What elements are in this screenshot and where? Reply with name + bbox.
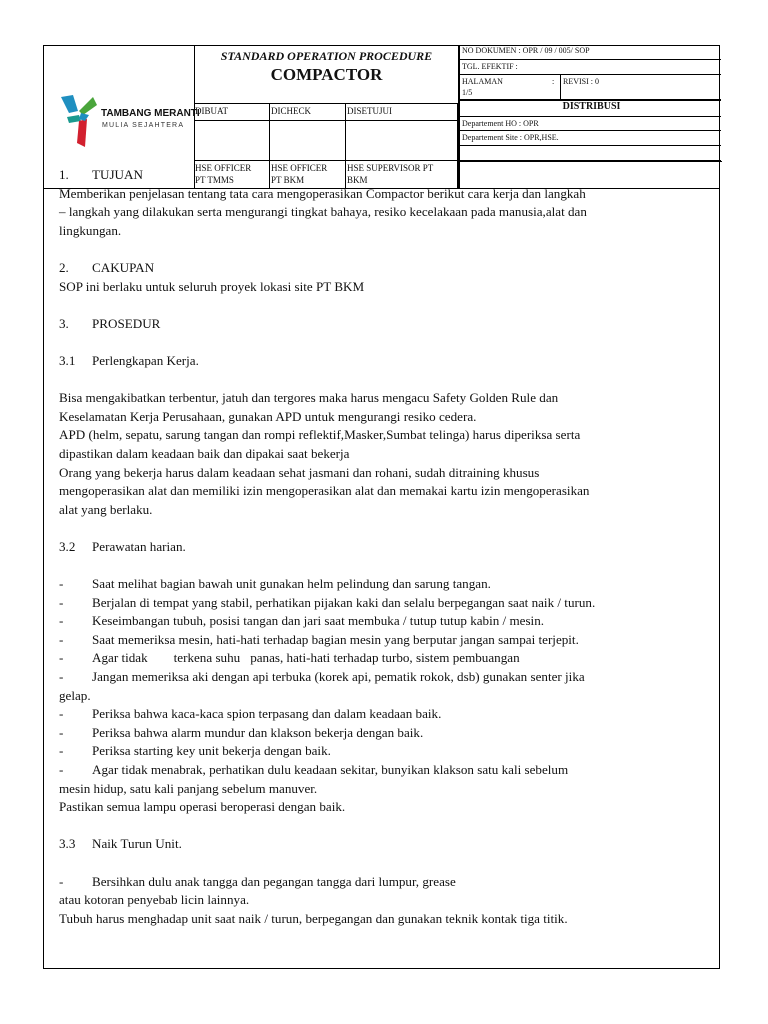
list-item-text: Bersihkan dulu anak tangga dan pegangan tangga dari lumpur, grease xyxy=(92,873,456,889)
list-item-text: Periksa bahwa alarm mundur dan klakson bekerja dengan baik. xyxy=(92,724,424,740)
revisi: REVISI : 0 xyxy=(560,75,599,101)
section-title: PROSEDUR xyxy=(92,315,161,331)
bullet-dash: - xyxy=(59,762,64,777)
section-heading xyxy=(59,259,674,278)
list-item xyxy=(59,724,674,743)
bullet-dash: - xyxy=(59,631,64,647)
sig-role-line: PT BKM xyxy=(271,175,305,185)
document-body xyxy=(59,166,674,928)
sig-space-dicheck xyxy=(270,121,346,161)
list-item-continuation: gelap. xyxy=(59,687,91,703)
list-item-text: Agar tidak menabrak, perhatikan dulu keadaan sekitar, bunyikan klakson satu kali sebelum xyxy=(92,762,569,777)
section-number: 3. xyxy=(59,315,69,331)
sig-label-disetujui: DISETUJUI xyxy=(346,104,458,121)
list-item-text: Saat melihat bagian bawah unit gunakan helm pelindung dan sarung tangan. xyxy=(92,576,491,592)
paragraph-line: dipastikan dalam keadaan baik dan dipakai saat bekerja xyxy=(59,445,350,461)
list-item xyxy=(59,594,674,613)
list-item-text: Periksa starting key unit bekerja dengan baik. xyxy=(92,743,331,759)
halaman-label: HALAMAN xyxy=(462,77,503,86)
subsection-number: 3.1 xyxy=(59,352,76,368)
company-logo-icon xyxy=(59,91,99,151)
tgl-efektif: TGL. EFEKTIF : xyxy=(460,60,721,75)
bullet-dash: - xyxy=(59,706,64,722)
subsection-number: 3.3 xyxy=(59,836,76,852)
subsection-heading xyxy=(59,835,674,854)
dept-site: Departement Site : OPR,HSE. xyxy=(460,131,721,146)
halaman-colon: : xyxy=(552,77,555,86)
signature-space-row xyxy=(194,120,458,161)
company-name: TAMBANG MERANTI xyxy=(101,108,200,119)
list-item-text: Periksa bahwa kaca-kaca spion terpasang dan dalam keadaan baik. xyxy=(92,706,442,722)
company-tagline: MULIA SEJAHTERA xyxy=(102,122,185,129)
list-item xyxy=(59,575,674,594)
no-dokumen: NO DOKUMEN : OPR / 09 / 005/ SOP xyxy=(460,46,721,60)
paragraph-line: Keselamatan Kerja Perusahaan, gunakan APD untuk mengurangi resiko cedera. xyxy=(59,408,477,424)
signature-label-row xyxy=(194,103,458,121)
section-heading xyxy=(59,166,674,185)
sig-space-dibuat xyxy=(194,121,270,161)
section-heading xyxy=(59,315,674,334)
bullet-dash: - xyxy=(59,743,64,759)
list-item xyxy=(59,742,674,761)
bullet-dash: - xyxy=(59,594,64,610)
sig-label-dibuat: DIBUAT xyxy=(194,104,270,121)
section-number: 1. xyxy=(59,167,69,182)
bullet-dash: - xyxy=(59,613,64,629)
list-item xyxy=(59,649,674,668)
bullet-dash: - xyxy=(59,650,64,666)
sig-role-line: BKM xyxy=(347,175,368,185)
list-item-text: Berjalan di tempat yang stabil, perhatikan pijakan kaki dan selalu berpegangan saat naik / turun. xyxy=(92,594,596,610)
list-item xyxy=(59,668,674,687)
paragraph-line: alat yang berlaku. xyxy=(59,501,153,517)
list-item-text: Keseimbangan tubuh, posisi tangan dan jari saat membuka / tutup tutup kabin / mesin. xyxy=(92,613,545,629)
subsection-title: Perlengkapan Kerja. xyxy=(92,352,199,368)
list-item xyxy=(59,761,674,780)
list-item-text: Saat memeriksa mesin, hati-hati terhadap bagian mesin yang berputar jangan sampai terjepit. xyxy=(92,631,579,647)
sop-heading: STANDARD OPERATION PROCEDURE xyxy=(220,49,433,63)
paragraph-line: Tubuh harus menghadap unit saat naik / turun, berpegangan dan gunakan teknik kontak tiga titik. xyxy=(59,910,568,926)
sig-space-disetujui xyxy=(346,121,458,161)
sig-role-line: HSE OFFICER xyxy=(271,163,328,173)
list-item-text: terkena suhu xyxy=(173,650,241,666)
section-title: TUJUAN xyxy=(92,167,143,182)
document-title: COMPACTOR xyxy=(270,65,383,84)
bullet-dash: - xyxy=(59,873,64,889)
halaman-row xyxy=(460,75,721,101)
subsection-heading xyxy=(59,538,674,557)
paragraph-line: – langkah yang dilakukan serta mengurangi tingkat bahaya, resiko kecelakaan pada manusia,alat dan xyxy=(59,204,587,220)
paragraph-line: Memberikan penjelasan tentang tata cara mengoperasikan Compactor berikut cara kerja dan langkah xyxy=(59,185,586,201)
sig-role-line: PT TMMS xyxy=(195,175,234,185)
list-item xyxy=(59,873,674,892)
list-item-text: Jangan memeriksa aki dengan api terbuka (korek api, pematik rokok, dsb) gunakan senter jika xyxy=(92,669,585,685)
sig-role-line: HSE OFFICER xyxy=(195,163,252,173)
paragraph-line: SOP ini berlaku untuk seluruh proyek lokasi site PT BKM xyxy=(59,278,365,294)
subsection-number: 3.2 xyxy=(59,538,76,554)
sop-title-block xyxy=(195,46,458,85)
bullet-dash: - xyxy=(59,724,64,740)
bullet-dash: - xyxy=(59,669,64,685)
sig-role-line: HSE SUPERVISOR PT xyxy=(347,163,434,173)
list-item xyxy=(59,631,674,650)
distribution-empty-row xyxy=(460,146,721,161)
subsection-title: Perawatan harian. xyxy=(92,538,186,554)
paragraph-line: mengoperasikan alat dan memiliki izin mengoperasikan alat dan memakai kartu izin mengoperasikan xyxy=(59,483,590,499)
paragraph-line: Bisa mengakibatkan terbentur, jatuh dan tergores maka harus mengacu Safety Golden Rule dan xyxy=(59,390,559,406)
bullet-dash: - xyxy=(59,576,64,592)
dept-ho: Departement HO : OPR xyxy=(460,117,721,131)
list-item xyxy=(59,612,674,631)
section-title: CAKUPAN xyxy=(92,259,155,275)
subsection-heading xyxy=(59,352,674,371)
paragraph-line: APD (helm, sepatu, sarung tangan dan rompi reflektif,Masker,Sumbat telinga) harus diperiksa serta xyxy=(59,427,581,443)
section-number: 2. xyxy=(59,259,69,275)
list-item xyxy=(59,705,674,724)
sig-label-dicheck: DICHECK xyxy=(270,104,346,121)
subsection-title: Naik Turun Unit. xyxy=(92,836,182,852)
paragraph-line: lingkungan. xyxy=(59,222,122,238)
paragraph-line: Orang yang bekerja harus dalam keadaan sehat jasmani dan rohani, sudah ditraining khusus xyxy=(59,464,540,480)
distribusi-heading: DISTRIBUSI xyxy=(460,101,721,117)
halaman-value: 1/5 xyxy=(462,88,473,97)
list-item-continuation: mesin hidup, satu kali panjang sebelum manuver. xyxy=(59,780,318,796)
list-item-text: Agar tidak xyxy=(92,650,148,666)
list-item-continuation: atau kotoran penyebab licin lainnya. xyxy=(59,892,250,908)
paragraph-line: Pastikan semua lampu operasi beroperasi dengan baik. xyxy=(59,799,346,815)
list-item-text: panas, hati-hati terhadap turbo, sistem pembuangan xyxy=(250,650,520,666)
